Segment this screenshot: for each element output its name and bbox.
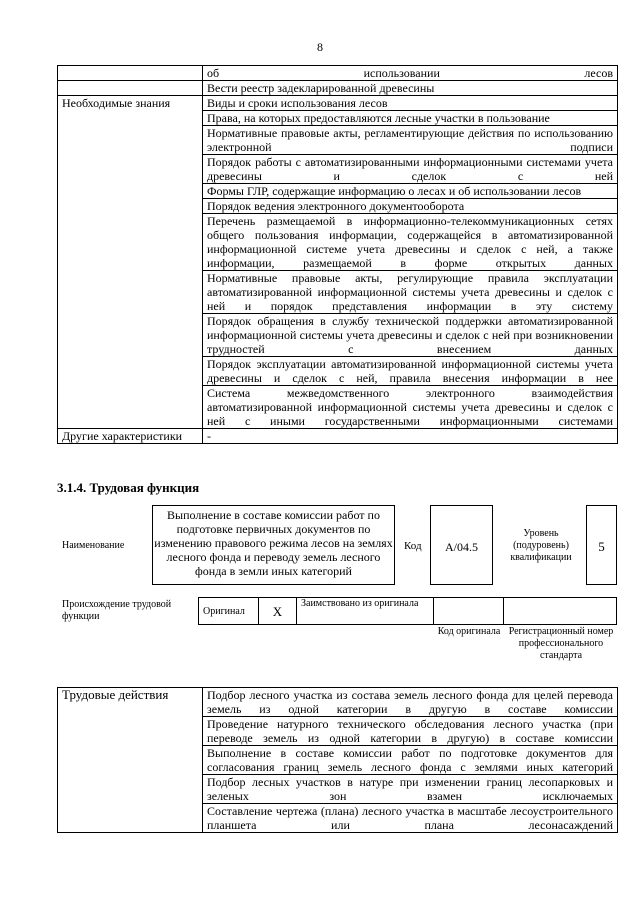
function-name-box: Выполнение в составе комиссии работ по подготовке первичных документов по изменению правового режима лесов на землях лесного фонда и переводу земель лесного фонда в земли иных категорий bbox=[152, 505, 395, 585]
table-row bbox=[58, 96, 618, 111]
row-text: Формы ГЛР, содержащие информацию о лесах и об использовании лесов bbox=[203, 184, 618, 199]
section-title: 3.1.4. Трудовая функция bbox=[57, 480, 200, 495]
table-row bbox=[58, 66, 618, 81]
original-mark: X bbox=[259, 598, 297, 625]
row-text: Порядок обращения в службу технической поддержки автоматизированной информационной системы учета древесины и сделок с ней при возникновении трудностей с внесением данных bbox=[203, 314, 618, 357]
table-row bbox=[58, 688, 618, 717]
level-value-box: 5 bbox=[586, 505, 617, 585]
row-label bbox=[58, 81, 203, 96]
row-text: Порядок работы с автоматизированными информационными системами учета древесины и сделок с ней bbox=[203, 155, 618, 184]
row-text: Система межведомственного электронного взаимодействия автоматизированной информационной системы учета древесины и сделок с ней с иными государственными информационными системами bbox=[203, 386, 618, 429]
knowledge-table bbox=[57, 65, 618, 444]
row-text: Проведение натурного технического обследования лесного участка (при переводе земель из одной категории в другую) в составе комиссии bbox=[203, 717, 618, 746]
row-text: Нормативные правовые акты, регламентирующие действия по использованию электронной подписи bbox=[203, 126, 618, 155]
row-text: Нормативные правовые акты, регулирующие правила эксплуатации автоматизированной информационной системы учета древесины и сделок с ней и порядок представления информации в эту систему bbox=[203, 271, 618, 314]
row-text: Порядок ведения электронного документооборота bbox=[203, 199, 618, 214]
row-text: Составление чертежа (плана) лесного участка в масштабе лесоустроительного планшета или плана лесонасаждений bbox=[203, 804, 618, 833]
origin-label: Происхождение трудовой функции bbox=[62, 599, 172, 622]
reg-number-cell bbox=[504, 598, 617, 625]
original-label: Оригинал bbox=[199, 598, 259, 625]
row-label-knowledge: Необходимые знания bbox=[58, 96, 203, 429]
row-text: Выполнение в составе комиссии работ по подготовке документов для согласования границ земель лесного фонда с землями иных категорий bbox=[203, 746, 618, 775]
table-row bbox=[58, 429, 618, 444]
code-original-cell bbox=[434, 598, 504, 625]
row-text: Подбор лесных участков в натуре при изменении границ лесопарковых и зеленых зон взамен исключаемых bbox=[203, 775, 618, 804]
row-text: Подбор лесного участка из состава земель лесного фонда для целей перевода земель из одной категории в другую в составе комиссии bbox=[203, 688, 618, 717]
row-text: Перечень размещаемой в информационно-телекоммуникационных сетях общего пользования информации, содержащейся в автоматизированной информационной системе учета древесины и сделок с ней, а также информации, размещаемой в форме открытых данных bbox=[203, 214, 618, 271]
actions-table bbox=[57, 687, 618, 833]
row-text: об использовании лесов bbox=[203, 66, 618, 81]
reg-number-caption: Регистрационный номер профессионального стандарта bbox=[508, 626, 614, 661]
row-label-other: Другие характеристики bbox=[58, 429, 203, 444]
page-number: 8 bbox=[317, 40, 323, 54]
code-label: Код bbox=[404, 540, 422, 552]
table-row bbox=[199, 598, 617, 625]
name-label: Наименование bbox=[62, 540, 125, 551]
row-label bbox=[58, 66, 203, 81]
row-text: Виды и сроки использования лесов bbox=[203, 96, 618, 111]
origin-table bbox=[198, 597, 617, 625]
level-label: Уровень (подуровень) квалификации bbox=[510, 528, 572, 563]
function-code-box: A/04.5 bbox=[430, 505, 493, 585]
row-text: Вести реестр задекларированной древесины bbox=[203, 81, 618, 96]
row-text: Права, на которых предоставляются лесные участки в пользование bbox=[203, 111, 618, 126]
code-original-caption: Код оригинала bbox=[437, 626, 501, 637]
actions-label: Трудовые действия bbox=[58, 688, 203, 833]
row-text: Порядок эксплуатации автоматизированной информационной системы учета древесины и сделок с ней, правила внесения информации в нее bbox=[203, 357, 618, 386]
table-row bbox=[58, 81, 618, 96]
borrowed-label: Заимствовано из оригинала bbox=[297, 598, 434, 625]
row-text: - bbox=[203, 429, 618, 444]
